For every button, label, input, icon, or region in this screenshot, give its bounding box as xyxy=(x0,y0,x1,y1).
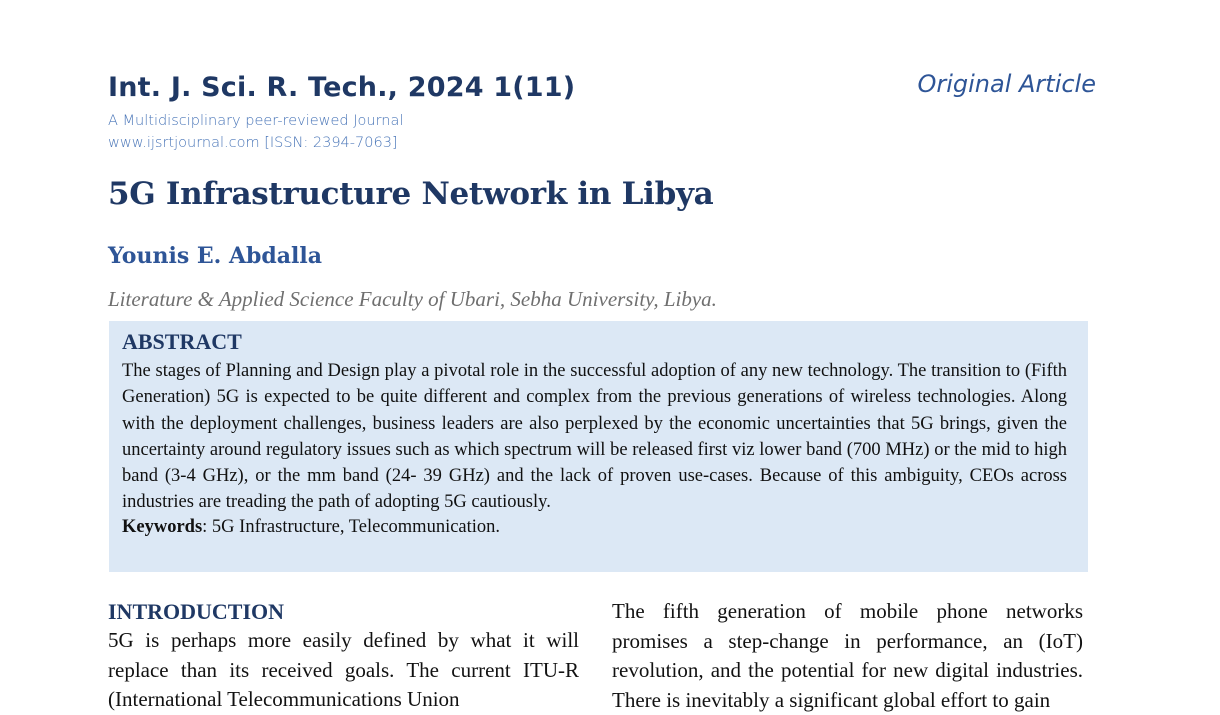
abstract-text: The stages of Planning and Design play a pivotal role in the successful adoption of any new technology. The transition to (Fifth Generation) 5G is expected to be quite different and complex from the previous generations of wireless technologies. Along with the deployment challenges, business leaders are also perplexed by the economic uncertainties that 5G brings, given the uncertainty around regulatory issues such as which spectrum will be released first viz lower band (700 MHz) or the mid to high band (3-4 GHz), or the mm band (24- 39 GHz) and the lack of proven use-cases. Because of this ambiguity, CEOs across industries are treading the path of adopting 5G cautiously. xyxy=(122,361,1067,513)
right-column xyxy=(612,597,1083,715)
author-affiliation: Literature & Applied Science Faculty of Ubari, Sebha University, Libya. xyxy=(108,287,717,311)
paper-title: 5G Infrastructure Network in Libya xyxy=(108,176,714,212)
keywords xyxy=(122,517,1067,538)
journal-website: www.ijsrtjournal.com [ISSN: 2394-7063] xyxy=(108,135,398,151)
keywords-value: : 5G Infrastructure, Telecommunication. xyxy=(202,517,501,537)
journal-subtitle: A Multidisciplinary peer-reviewed Journal xyxy=(108,113,404,129)
author-name: Younis E. Abdalla xyxy=(108,243,323,269)
introduction-heading: INTRODUCTION xyxy=(108,599,285,624)
abstract-heading: ABSTRACT xyxy=(122,329,242,354)
body-paragraph: The fifth generation of mobile phone networks promises a step-change in performance, an (IoT) revolution, and the potential for new digital industries. There is inevitably a significant global effort to gain xyxy=(612,599,1083,712)
journal-title: Int. J. Sci. R. Tech., 2024 1(11) xyxy=(108,72,576,103)
left-column xyxy=(108,597,579,715)
article-type: Original Article xyxy=(917,70,1096,98)
introduction-paragraph: 5G is perhaps more easily defined by what it will replace than its received goals. The current ITU-R (International Telecommunications Union xyxy=(108,628,579,711)
keywords-label: Keywords xyxy=(122,517,203,537)
abstract-box xyxy=(109,321,1088,572)
